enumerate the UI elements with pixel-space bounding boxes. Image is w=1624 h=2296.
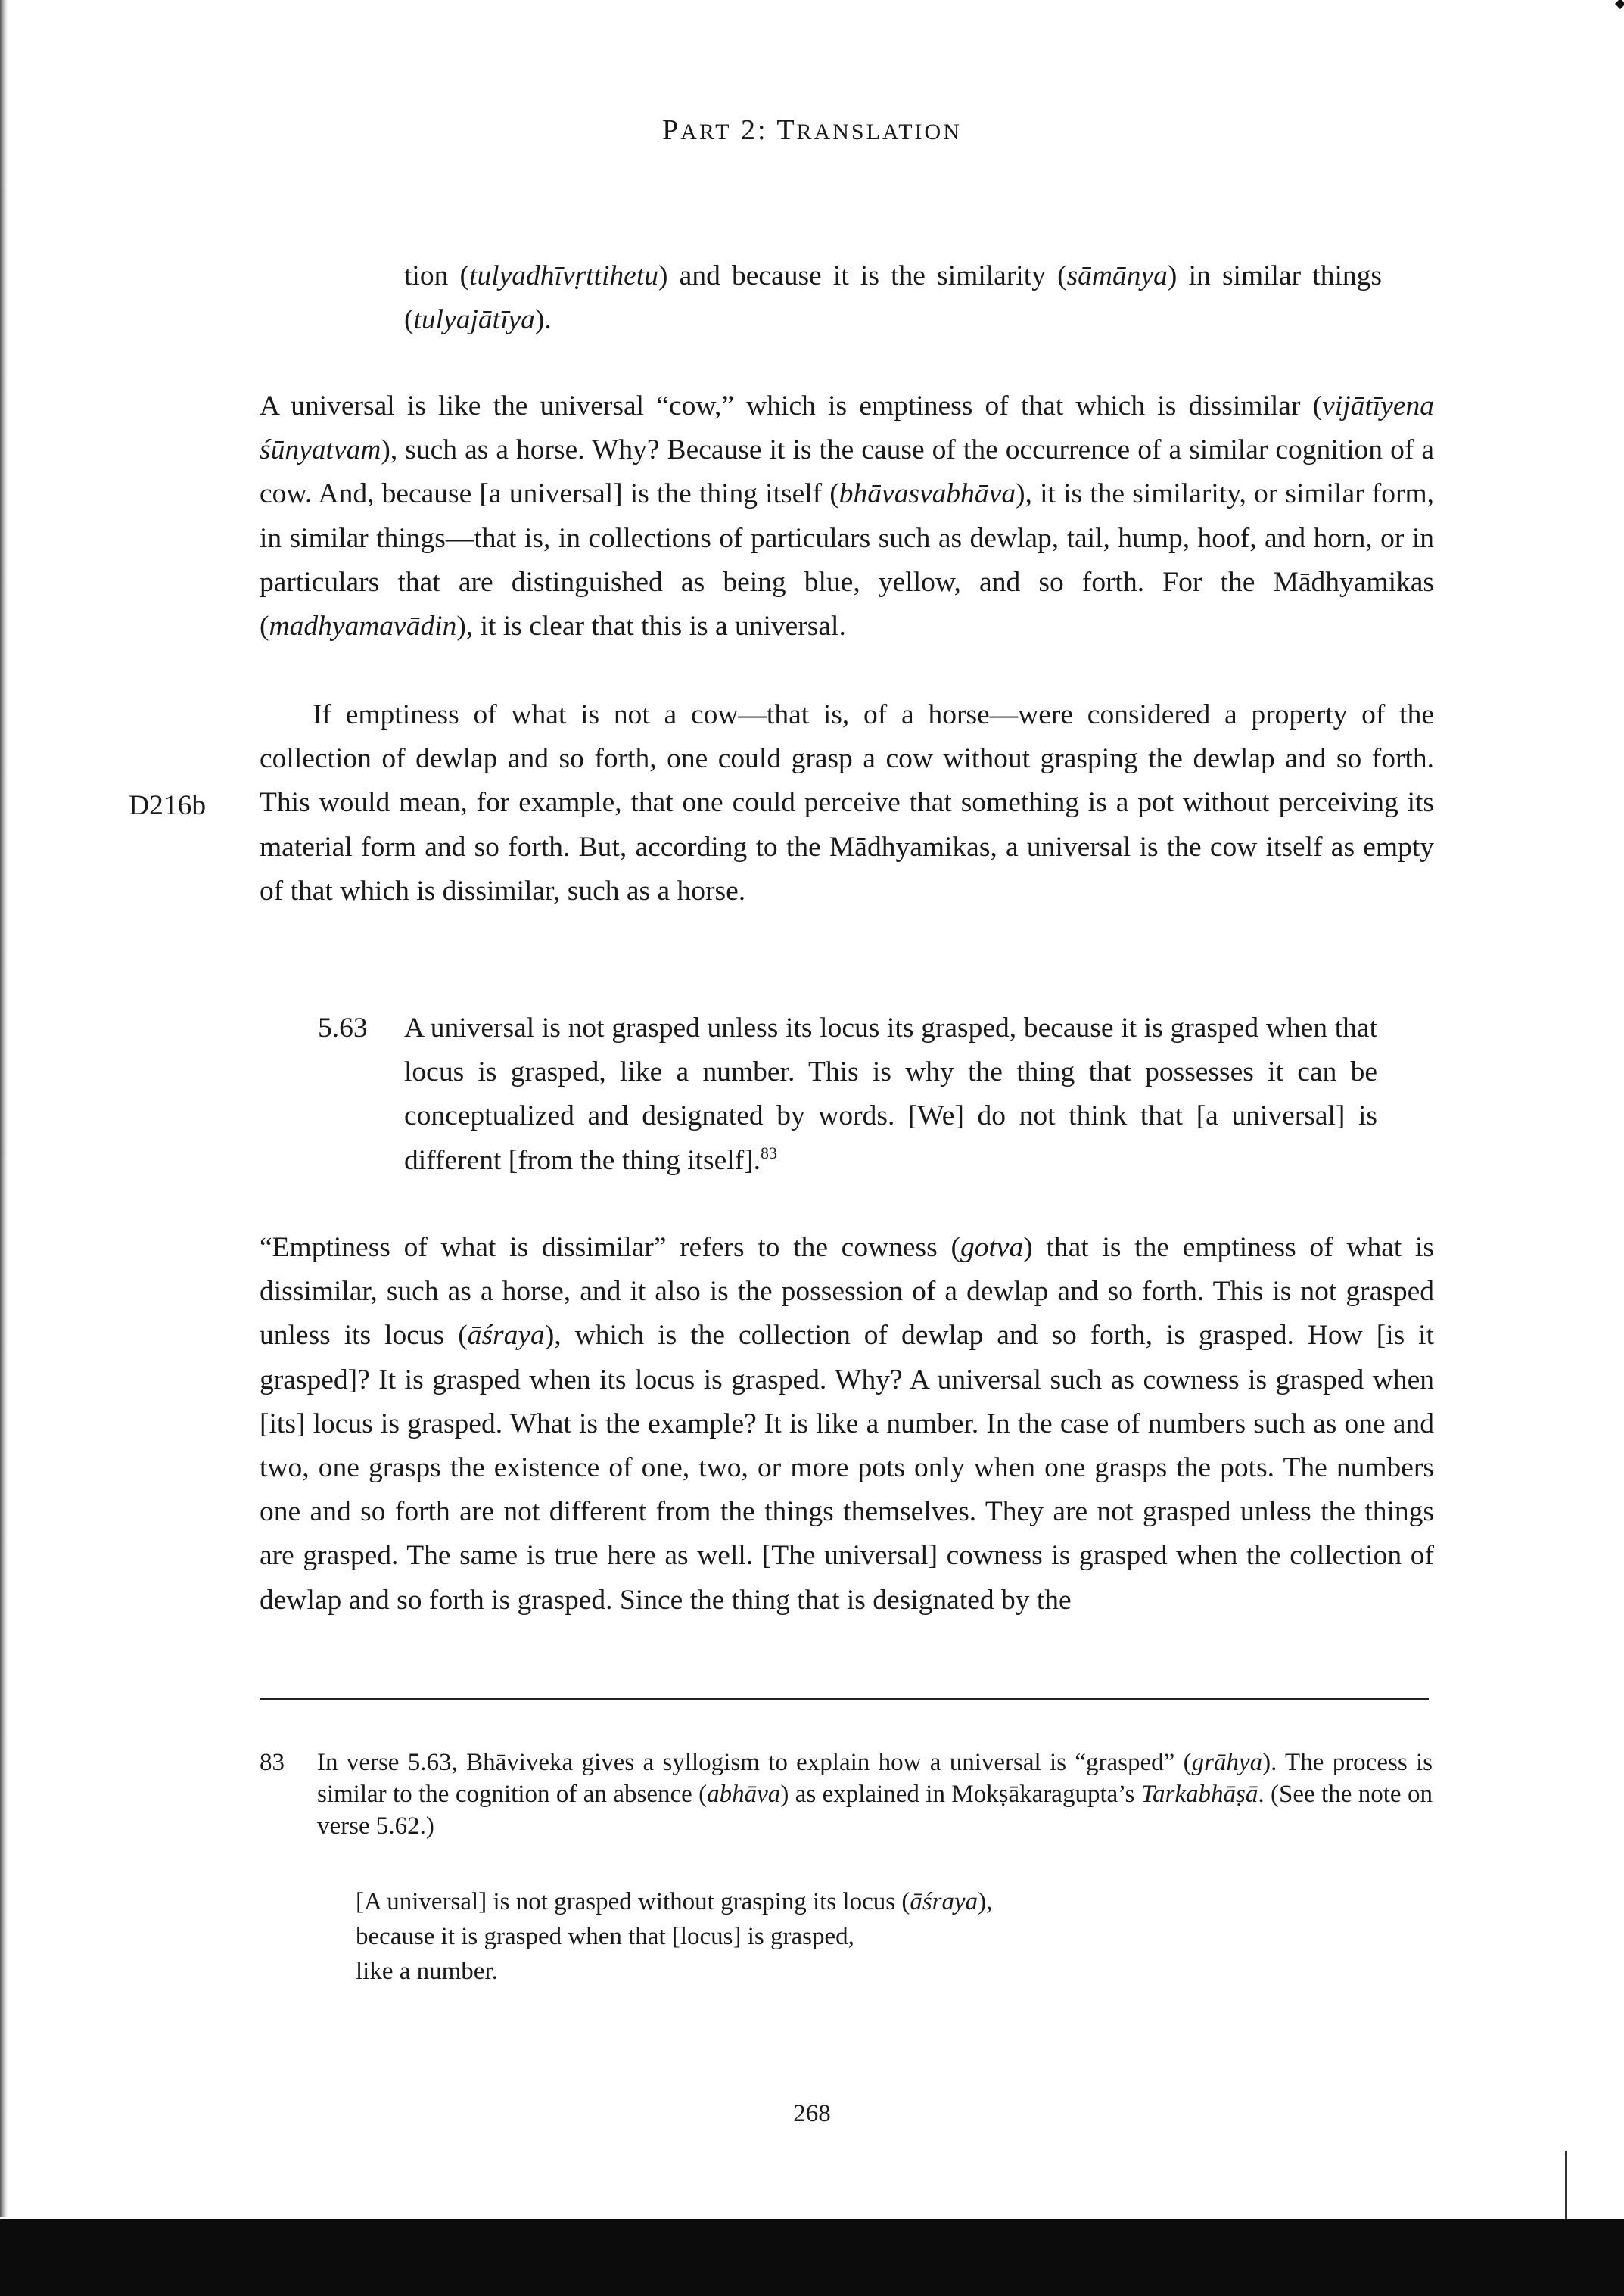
verse-number: 5.63 (318, 1013, 368, 1044)
verse-text: A universal is not grasped unless its locus its grasped, because it is grasped when that locus is grasped, like a number. This is why the thing that possesses it can be conceptualized and designated by words. [We] do not think that [a universal] is different [from the thing itself].$^{83}$ (404, 1013, 1377, 1176)
footnote-number: 83 (260, 1749, 285, 1776)
marginal-folio-reference: D216b (129, 790, 207, 821)
scan-edge-tick (1565, 2151, 1567, 2219)
page-number: 268 (793, 2100, 831, 2127)
scan-mark (1615, 0, 1624, 9)
scan-page-edge (0, 0, 8, 2217)
continued-verse: tion (tulyadhīvṛttihetu) and because it is the similarity (sāmānya) in similar things (tulyajātīya). (404, 260, 1382, 336)
quote-line-1: [A universal] is not grasped without grasping its locus (āśraya), (356, 1888, 993, 1915)
footnote-divider (260, 1698, 1429, 1700)
running-head: PART 2: TRANSLATION (662, 114, 962, 146)
commentary-paragraph-1: A universal is like the universal “cow,” which is emptiness of that which is dissimilar (vijātīyena śūnyatvam), such as a horse. Why? Because it is the cause of the occurrence of a similar cognition of a cow. And, because [a universal] is the thing itself (bhāvasvabhāva), it is the similarity, or similar form, in similar things—that is, in collections of particulars such as dewlap, tail, hump, hoof, and horn, or in particulars that are distinguished as being blue, yellow, and so forth. For the Mādhyamikas (madhyamavādin), it is clear that this is a universal. (260, 390, 1434, 642)
footnote-reference[interactable]: 83 (761, 1143, 778, 1162)
footnote-83 (260, 1747, 1433, 1842)
quote-line-2: because it is grasped when that [locus] is grasped, (356, 1923, 854, 1950)
footnote-block-quote (356, 1884, 1188, 1989)
verse-5-63 (318, 1006, 1377, 1183)
commentary-paragraph-2: If emptiness of what is not a cow—that is, of a horse—were considered a property of the collection of dewlap and so forth, one could grasp a cow without grasping the dewlap and so forth. This would mean, for example, that one could perceive that something is a pot without perceiving its material form and so forth. But, according to the Mādhyamikas, a universal is the cow itself as empty of that which is dissimilar, such as a horse. (260, 699, 1434, 907)
footnote-text: In verse 5.63, Bhāviveka gives a syllogism to explain how a universal is “grasped” (grāhya). The process is similar to the cognition of an absence (abhāva) as explained in Mokṣākaragupta’s Tarkabhāṣā. (See the note on verse 5.62.) (317, 1749, 1433, 1840)
commentary-paragraph-3: “Emptiness of what is dissimilar” refers to the cowness (gotva) that is the emptiness of what is dissimilar, such as a horse, and it also is the possession of a dewlap and so forth. This is not grasped unless its locus (āśraya), which is the collection of dewlap and so forth, is grasped. How [is it grasped]? It is grasped when its locus is grasped. Why? A universal such as cowness is grasped when [its] locus is grasped. What is the example? It is like a number. In the case of numbers such as one and two, one grasps the existence of one, two, or more pots only when one grasps the pots. The numbers one and so forth are not different from the things themselves. They are not grasped unless the things are grasped. The same is true here as well. [The universal] cowness is grasped when the collection of dewlap and so forth is grasped. Since the thing that is designated by the (260, 1232, 1435, 1616)
quote-line-3: like a number. (356, 1958, 498, 1985)
scan-bottom-shadow (0, 2219, 1624, 2296)
